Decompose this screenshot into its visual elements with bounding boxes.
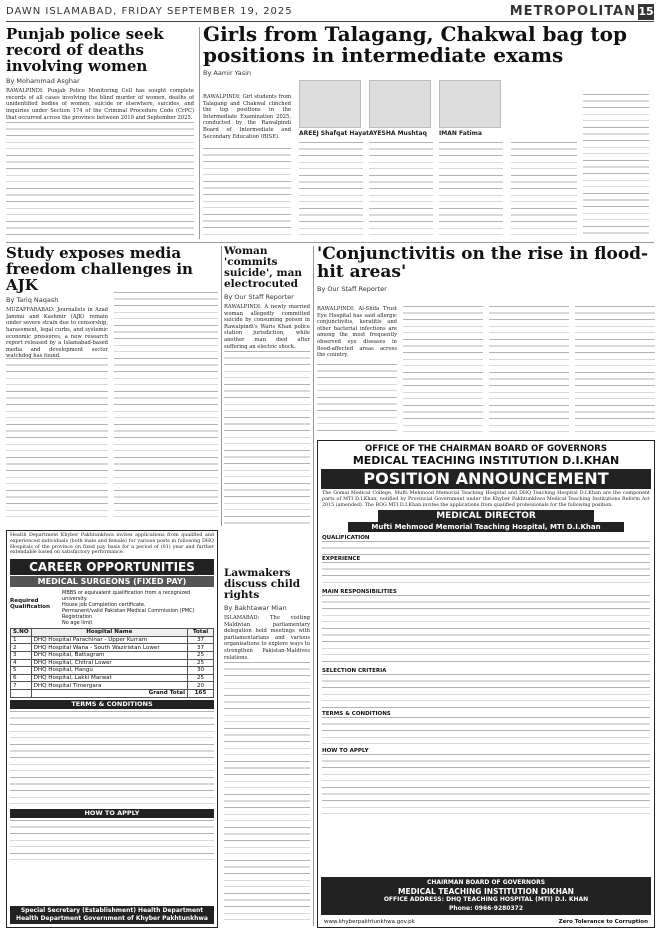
table-row (11, 674, 214, 682)
masthead-dateline: DAWN ISLAMABAD, FRIDAY SEPTEMBER 19, 2025 (6, 6, 293, 17)
story-lead: RAWALPINDI: Al-Shifa Trust Eye Hospital has said allergic conjunctivitis, keratitis and other bacterial infections are among the most frequently observed eye diseases in flood-affected areas across the country. (317, 306, 397, 359)
cell: DHQ Hospital, Chitral Lower (31, 659, 187, 667)
col-header: Total (188, 629, 214, 637)
story-body-text (403, 306, 483, 434)
story-body-text (317, 364, 397, 434)
cell: 6 (11, 674, 32, 682)
column-divider (313, 246, 314, 926)
ad-footer (10, 906, 214, 924)
story-byline: By Our Staff Reporter (224, 293, 294, 302)
cell: 2 (11, 644, 32, 652)
cell: DHQ Hospital, Battagram (31, 651, 187, 659)
story-byline: By Bakhtawar Mian (224, 604, 287, 613)
column-divider (199, 27, 200, 239)
cell: 20 (188, 682, 214, 690)
total-label: Grand Total (31, 689, 187, 697)
mti-position-ad (317, 440, 655, 928)
story-body-text (114, 292, 218, 522)
section-heading: HOW TO APPLY (322, 748, 369, 755)
cell: 30 (188, 667, 214, 675)
story-headline: 'Conjunctivitis on the rise in flood-hit areas' (317, 246, 649, 282)
cell: 37 (188, 644, 214, 652)
story-body-text (583, 94, 649, 238)
total-row (11, 689, 214, 697)
section-heading: EXPERIENCE (322, 556, 361, 563)
section-name: METROPOLITAN (509, 4, 636, 19)
total-value: 165 (188, 689, 214, 697)
terms-heading: TERMS & CONDITIONS (10, 700, 214, 709)
ad-footer-line: Health Department Government of Khyber Pakhtunkhwa (16, 915, 208, 922)
section-heading: MAIN RESPONSIBILITIES (322, 589, 397, 596)
cell: DHQ Hospital Wana - South Waziristan Lower (31, 644, 187, 652)
story-conjunctivitis (317, 246, 655, 436)
story-lead: RAWALPINDI: Girl students from Talagang and Chakwal clinched the top positions in the Intermediate Examination 2025, conducted by the Rawalpindi Board of Intermediate and Secondary Education (BISE). (203, 94, 291, 140)
story-headline: Study exposes media freedom challenges in AJK (6, 246, 193, 294)
table-row (11, 682, 214, 690)
col-header: S.NO (11, 629, 32, 637)
table-row (11, 659, 214, 667)
section-text (322, 674, 650, 710)
ad-banner: POSITION ANNOUNCEMENT (321, 469, 651, 489)
story-body-text (489, 306, 569, 434)
story-body-text (511, 142, 577, 238)
photo-caption: AREEJ Shafqat Hayat (299, 130, 370, 137)
cell: 3 (11, 651, 32, 659)
table-row (11, 651, 214, 659)
section-text (322, 541, 650, 555)
cell: 5 (11, 667, 32, 675)
story-body-text (224, 351, 310, 527)
story-body-text (299, 142, 363, 238)
ad-header-office: OFFICE OF THE CHAIRMAN BOARD OF GOVERNORS (365, 444, 607, 454)
story-body-text (224, 662, 310, 922)
career-ad (6, 530, 218, 928)
photo-caption: AYESHA Mushtaq (369, 130, 427, 137)
terms-text (10, 711, 214, 807)
cell: DHQ Hospital Parachinar - Upper Kurram (31, 636, 187, 644)
position-title: MEDICAL DIRECTOR (378, 510, 594, 522)
how-to-apply-heading: HOW TO APPLY (10, 809, 214, 818)
section-heading: TERMS & CONDITIONS (322, 711, 391, 718)
table-header-row (11, 629, 214, 637)
story-child-rights (224, 568, 310, 928)
section-heading: QUALIFICATION (322, 535, 370, 542)
qualification-item: No age limit (62, 620, 93, 627)
footer-line: OFFICE ADDRESS: DHQ TEACHING HOSPITAL (MTI) D.I. KHAN (383, 896, 589, 903)
cell: 25 (188, 651, 214, 659)
cell: 37 (188, 636, 214, 644)
story-body-text (575, 306, 655, 434)
story-body-text (369, 142, 433, 238)
table-row (11, 636, 214, 644)
qualification-item: MBBS or equivalent qualification from a recognized university. (62, 590, 191, 603)
qualification-item: House job Completion certificate. (62, 602, 146, 609)
story-intermediate-results (203, 24, 653, 239)
ad-footer (321, 877, 651, 915)
section-text (322, 595, 650, 667)
table-row (11, 644, 214, 652)
footer-line: MEDICAL TEACHING INSTITUTION DIKHAN (398, 886, 574, 896)
column-divider (221, 246, 222, 526)
story-media-freedom (6, 246, 218, 526)
story-body-text (203, 148, 291, 238)
ad-intro: The Gomal Medical College, Mufti Mehmood Memorial Teaching Hospital and DHQ Teaching Hospital D.I.Khan are the component parts of MTI D.I.Khan, notified by Provincial Government under the Khyber Pakhtunkhwa Medical Teaching Institutions Reform Act 2015 (amended). The BOG MTI D.I.Khan invites the applications from qualified professionals for the following position. (322, 491, 650, 508)
ad-footer-line: Special Secretary (Establishment) Health Department (20, 907, 204, 914)
story-headline: Punjab police seek record of deaths involving women (6, 27, 164, 75)
vacancy-table (10, 628, 214, 697)
story-headline: Lawmakers discuss child rights (224, 568, 301, 602)
cell: 25 (188, 659, 214, 667)
story-byline: By Tariq Naqash (6, 296, 59, 305)
story-punjab-police (6, 27, 194, 239)
col-header: Hospital Name (31, 629, 187, 637)
cell: 7 (11, 682, 32, 690)
cell: 1 (11, 636, 32, 644)
story-body-text (439, 142, 503, 238)
story-headline: Girls from Talagang, Chakwal bag top positions in intermediate exams (203, 24, 627, 67)
section-text (322, 562, 650, 588)
ad-header-institution: MEDICAL TEACHING INSTITUTION D.I.KHAN (352, 454, 620, 467)
ad-subbanner: MEDICAL SURGEONS (FIXED PAY) (10, 576, 214, 587)
qualification-label: Required Qualification (10, 598, 51, 611)
story-lead: MUZAFFARABAD: Journalists in Azad Jammu and Kashmir (AJK) remain under severe strain due to censorship, harassment, legal curbs, and systemic economic pressures, a new research report released by a Islamabad-based media and development sector watchdog has found. (6, 307, 108, 360)
section-heading: SELECTION CRITERIA (322, 668, 387, 675)
page-number: 15 (638, 5, 654, 18)
section-text (322, 754, 650, 818)
cell: DHQ Hospital Timergara (31, 682, 187, 690)
masthead (6, 4, 654, 22)
footer-line: Phone: 0966-9280372 (448, 904, 524, 912)
story-lead: RAWALPINDI: Punjab Police Monitoring Cell has sought complete records of all cases involving the blind murder of women, deaths of unidentified bodies of women, suicide or elsewhere, suicides, and inquiries under Section 174 of the Criminal Procedure Code (CrPC) that occurred across the province between 2019 and September 2025. (6, 88, 194, 121)
section-divider (6, 242, 654, 243)
story-lead: RAWALPINDI: A newly married woman allegedly committed suicide by consuming poison in Rawalpindi's Waris Khan police station jurisdiction, while another man died after suffering an electric shock. (224, 304, 310, 350)
apply-text (10, 820, 214, 860)
student-photo (439, 80, 501, 128)
story-body-text (6, 122, 194, 239)
ad-intro: Health Department Khyber Pakhtunkhwa invites applications from qualified and experienced individuals (both male and female) for various posts in following DHQ Hospitals of the province on fixed pay basis for a period of (01) year and further extendable based on satisfactory performance. (10, 533, 214, 556)
story-byline: By Aamir Yasin (203, 69, 252, 77)
position-subtitle: Mufti Mehmood Memorial Teaching Hospital, MTI D.I.Khan (348, 522, 624, 532)
qualification-item: Permanent/valid Pakistan Medical Commission (PMC) Registration (62, 608, 195, 621)
story-headline: Woman 'commits suicide', man electrocuted (224, 246, 303, 291)
cell (11, 689, 32, 697)
student-photo (299, 80, 361, 128)
story-body-text (6, 358, 108, 522)
story-lead: ISLAMABAD: The visiting Maldivian parliamentary delegation held meetings with parliamentarians and various organisations to explore ways to strengthen Pakistan-Maldives relations. (224, 615, 310, 661)
footer-line: CHAIRMAN BOARD OF GOVERNORS (426, 879, 546, 886)
photo-caption: IMAN Fatima (439, 130, 482, 137)
cell: DHQ Hospital, Lakki Marwat (31, 674, 187, 682)
section-text (322, 717, 650, 747)
story-woman-suicide (224, 246, 310, 536)
cell: 4 (11, 659, 32, 667)
cell: 25 (188, 674, 214, 682)
table-row (11, 667, 214, 675)
tagline: Zero Tolerance to Corruption (558, 919, 648, 925)
website-link[interactable]: www.khyberpakhtunkhwa.gov.pk (324, 919, 415, 925)
story-byline: By Our Staff Reporter (317, 284, 387, 293)
student-photo (369, 80, 431, 128)
cell: DHQ Hospital, Hangu (31, 667, 187, 675)
story-byline: By Mohammad Asghar (6, 77, 80, 86)
ad-banner: CAREER OPPORTUNITIES (10, 559, 214, 575)
